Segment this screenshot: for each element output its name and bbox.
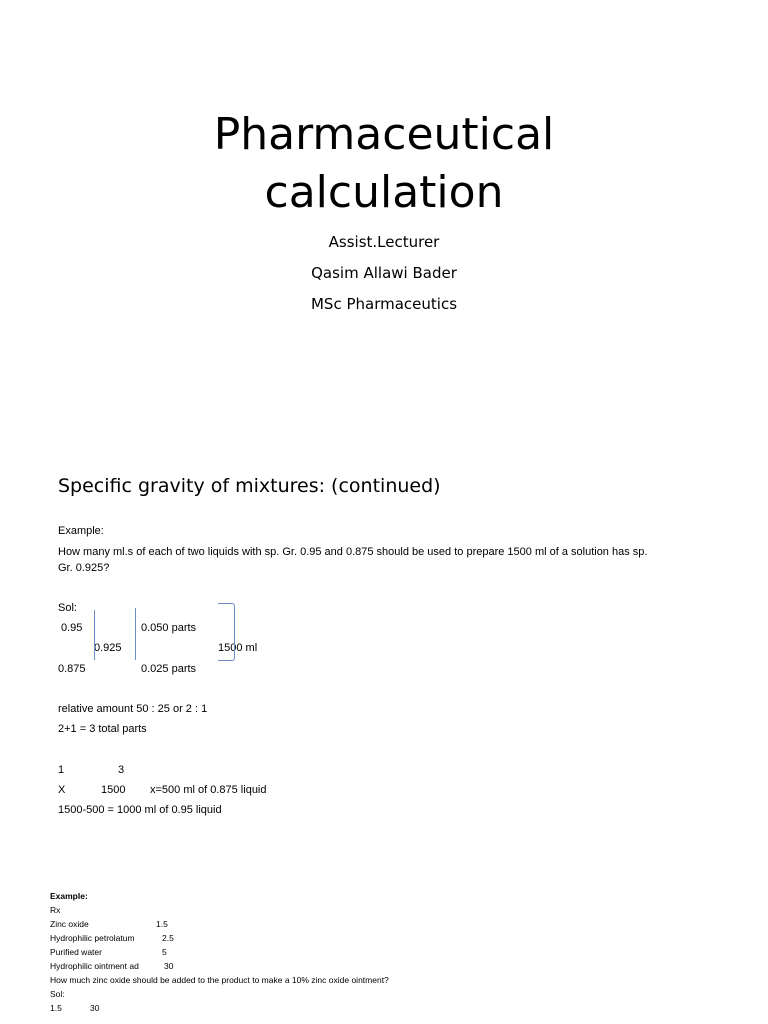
- sol-2-label: Sol:: [50, 989, 65, 999]
- example-2-label: Example:: [50, 891, 88, 901]
- proportion-row-2-b: 1500: [101, 784, 126, 796]
- ingredient-amount: 30: [164, 961, 174, 971]
- proportion-row-1-a: 1: [58, 764, 65, 776]
- question-line-2: Gr. 0.925?: [58, 562, 110, 574]
- ingredient-name: Hydrophilic petrolatum: [50, 933, 135, 943]
- alligation-bracket-right: [218, 603, 235, 661]
- alligation-mid-sg: 0.925: [94, 642, 122, 654]
- rx-label: Rx: [50, 905, 61, 915]
- author-name: Qasim Allawi Bader: [311, 264, 457, 282]
- author-role: Assist.Lecturer: [328, 233, 440, 251]
- title-line-1: Pharmaceutical: [213, 109, 555, 160]
- alligation-total: 1500 ml: [218, 642, 258, 654]
- alligation-low-sg: 0.875: [58, 663, 86, 675]
- section-heading: Specific gravity of mixtures: (continued): [58, 475, 441, 497]
- ingredient-amount: 5: [162, 947, 167, 957]
- alligation-high-sg: 0.95: [61, 622, 83, 634]
- relative-amount: relative amount 50 : 25 or 2 : 1: [58, 703, 208, 715]
- proportion-row-2-a: X: [58, 784, 66, 796]
- proportion-row-1-b: 3: [118, 764, 125, 776]
- alligation-parts-high: 0.050 parts: [141, 622, 197, 634]
- calc-a: 1.5: [50, 1003, 62, 1013]
- ingredient-name: Zinc oxide: [50, 919, 89, 929]
- question-line-1: How many ml.s of each of two liquids with sp. Gr. 0.95 and 0.875 should be used to prepare 1500 ml of a solution has sp.: [58, 546, 648, 558]
- alligation-parts-low: 0.025 parts: [141, 663, 197, 675]
- alligation-bracket-middle: [135, 608, 136, 660]
- example-label: Example:: [58, 525, 104, 537]
- ingredient-name: Hydrophilic ointment ad: [50, 961, 139, 971]
- proportion-result: x=500 ml of 0.875 liquid: [150, 784, 267, 796]
- alligation-bracket-left: [94, 610, 95, 660]
- ingredient-name: Purified water: [50, 947, 102, 957]
- question-2: How much zinc oxide should be added to the product to make a 10% zinc oxide ointment?: [50, 975, 389, 985]
- calc-b: 30: [90, 1003, 100, 1013]
- final-result: 1500-500 = 1000 ml of 0.95 liquid: [58, 804, 222, 816]
- ingredient-amount: 1.5: [156, 919, 168, 929]
- ingredient-amount: 2.5: [162, 933, 174, 943]
- sol-label: Sol:: [58, 602, 77, 614]
- author-degree: MSc Pharmaceutics: [310, 295, 458, 313]
- title-line-2: calculation: [264, 167, 504, 218]
- total-parts: 2+1 = 3 total parts: [58, 723, 147, 735]
